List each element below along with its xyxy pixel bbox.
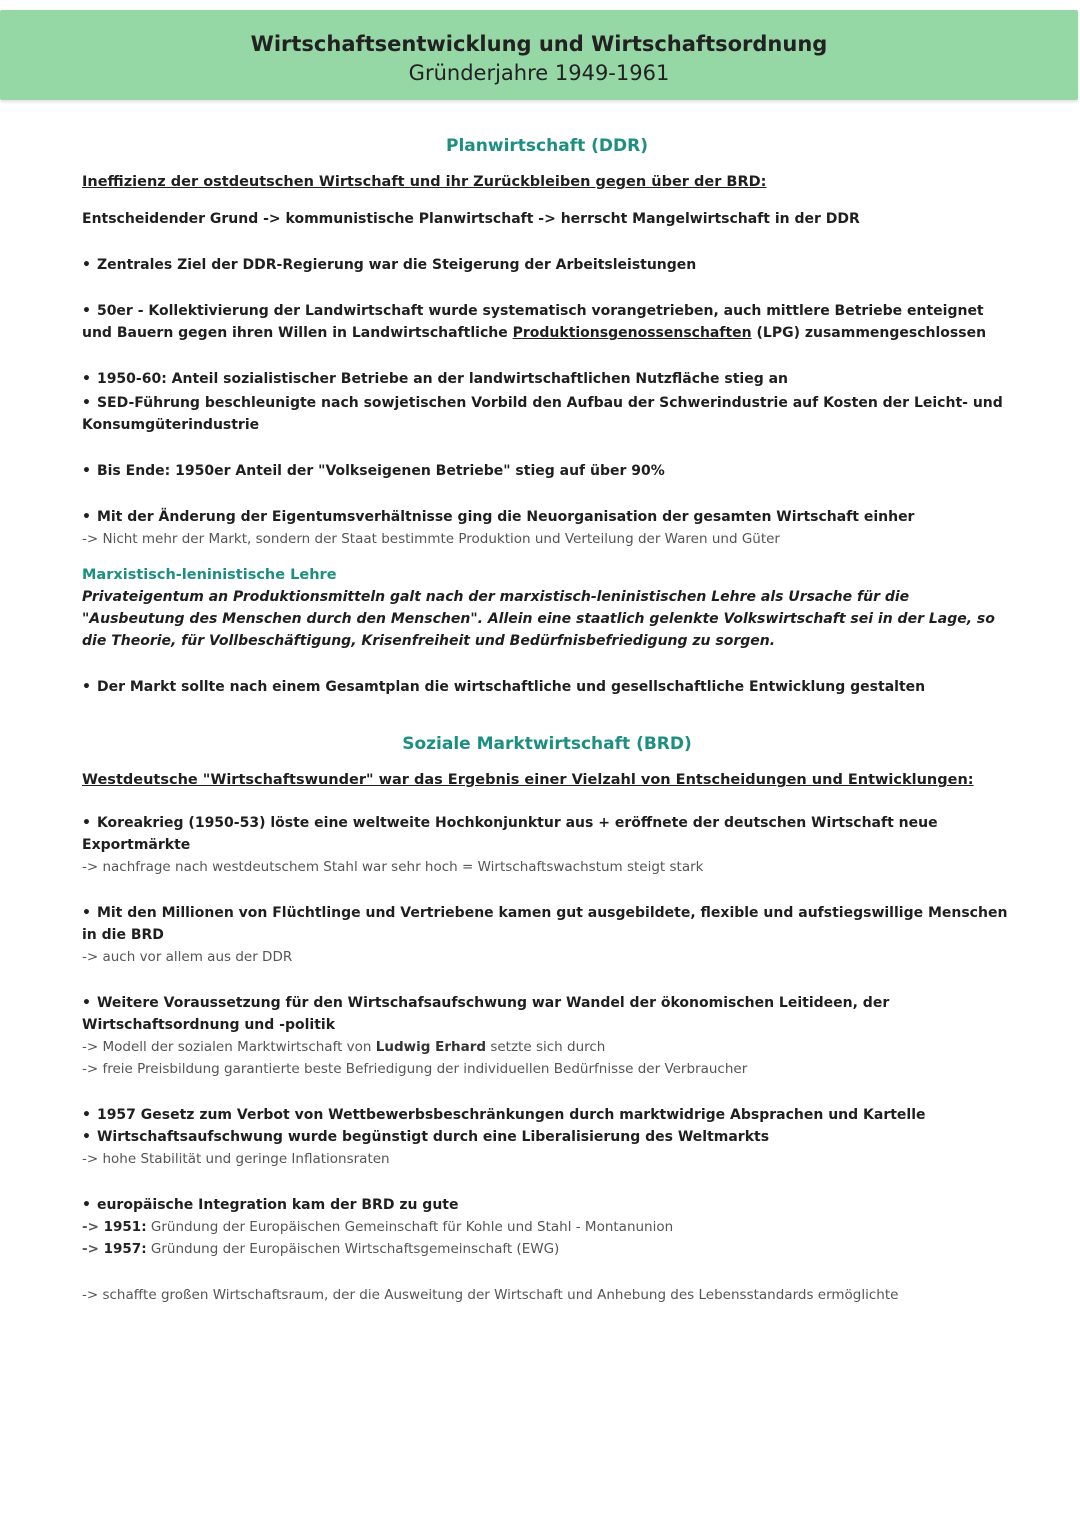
bullet-text: (LPG) zusammengeschlossen	[751, 325, 987, 341]
bullet-fluechtlinge	[82, 902, 1012, 946]
bullet-voraussetzung	[82, 992, 1012, 1036]
bullet-integration	[82, 1194, 1012, 1216]
bullet-kollektivierung	[82, 300, 1012, 344]
sub-preisbildung: -> freie Preisbildung garantierte beste Befriedigung der individuellen Bedürfnisse der Verbraucher	[82, 1061, 748, 1077]
sub-eigentum: -> Nicht mehr der Markt, sondern der Staat bestimmte Produktion und Verteilung der Waren und Güter	[82, 531, 780, 547]
arrow: ->	[82, 1241, 104, 1257]
sub-stabilitaet: -> hohe Stabilität und geringe Inflationsraten	[82, 1151, 390, 1167]
page-title: Wirtschaftsentwicklung und Wirtschaftsordnung	[250, 32, 828, 56]
bullet-text: europäische Integration kam der BRD zu gute	[96, 1197, 459, 1213]
bullet-sed	[82, 392, 1012, 436]
bullet-text: Zentrales Ziel der DDR-Regierung war die Steigerung der Arbeitsleistungen	[96, 257, 697, 273]
sub-text: Gründung der Europäischen Wirtschaftsgemeinschaft (EWG)	[146, 1241, 560, 1257]
arrow: ->	[82, 1219, 104, 1235]
bullet-koreakrieg	[82, 812, 1012, 856]
bullet-text: Mit der Änderung der Eigentumsverhältnisse ging die Neuorganisation der gesamten Wirtschaft einher	[96, 509, 915, 525]
grund-line: Entscheidender Grund -> kommunistische Planwirtschaft -> herrscht Mangelwirtschaft in der DDR	[82, 211, 860, 227]
sub-text: -> Modell der sozialen Marktwirtschaft von	[82, 1039, 376, 1055]
bullet-veb	[82, 460, 1012, 482]
document-body	[82, 132, 1012, 1306]
sub-montanunion	[82, 1216, 1012, 1238]
bullet-gesamtplan	[82, 676, 1012, 698]
lead-marktwirtschaft: Westdeutsche "Wirtschaftswunder" war das Ergebnis einer Vielzahl von Entscheidungen und Entwicklungen:	[82, 772, 974, 788]
section-title-planwirtschaft: Planwirtschaft (DDR)	[446, 136, 648, 156]
bullet-text: Bis Ende: 1950er Anteil der "Volkseigenen Betriebe" stieg auf über 90%	[96, 463, 665, 479]
year: 1951:	[103, 1219, 147, 1235]
section-title-marktwirtschaft: Soziale Marktwirtschaft (BRD)	[402, 734, 692, 754]
bullet-text: Weitere Voraussetzung für den Wirtschafsaufschwung war Wandel der ökonomischen Leitideen, der Wirtschaftsordnung und -politik	[82, 995, 890, 1033]
year: 1957:	[103, 1241, 147, 1257]
final-line: -> schaffte großen Wirtschaftsraum, der die Ausweitung der Wirtschaft und Anhebung des Lebensstandards ermöglichte	[82, 1287, 899, 1303]
bullet-text: Koreakrieg (1950-53) löste eine weltweite Hochkonjunktur aus + eröffnete der deutschen Wirtschaft neue Exportmärkte	[82, 815, 938, 853]
bullet-eigentum	[82, 506, 1012, 528]
underlined-term: Produktionsgenossenschaften	[512, 325, 752, 341]
bullet-text: 1957 Gesetz zum Verbot von Wettbewerbsbeschränkungen durch marktwidrige Absprachen und Kartelle	[96, 1107, 926, 1123]
bullet-text: Der Markt sollte nach einem Gesamtplan die wirtschaftliche und gesellschaftliche Entwicklung gestalten	[96, 679, 926, 695]
bullet-anteil	[82, 368, 1012, 390]
bullet-text: Mit den Millionen von Flüchtlinge und Vertriebene kamen gut ausgebildete, flexible und aufstiegswillige Menschen in die BRD	[82, 905, 1008, 943]
lehre-title: Marxistisch-leninistische Lehre	[82, 567, 337, 583]
sub-erhard	[82, 1036, 1012, 1058]
sub-text: setzte sich durch	[486, 1039, 606, 1055]
lehre-text: Privateigentum an Produktionsmitteln galt nach der marxistisch-leninistischen Lehre als Ursache für die "Ausbeutung des Menschen durch den Menschen". Allein eine staatlich gelenkte Volkswirtschaft sei in der Lage, so die Theorie, für Vollbeschäftigung, Krisenfreiheit und Bedürfnisbefriedigung zu sorgen.	[82, 589, 995, 649]
bullet-text: 1950-60: Anteil sozialistischer Betriebe an der landwirtschaftlichen Nutzfläche stieg an	[96, 371, 789, 387]
lead-planwirtschaft: Ineffizienz der ostdeutschen Wirtschaft und ihr Zurückbleiben gegen über der BRD:	[82, 174, 767, 190]
sub-text: Gründung der Europäischen Gemeinschaft für Kohle und Stahl - Montanunion	[146, 1219, 674, 1235]
sub-ewg	[82, 1238, 1012, 1260]
page-header	[0, 10, 1078, 100]
bullet-liberalisierung	[82, 1126, 1012, 1148]
bullet-text: Wirtschaftsaufschwung wurde begünstigt durch eine Liberalisierung des Weltmarkts	[96, 1129, 770, 1145]
sub-fluechtlinge: -> auch vor allem aus der DDR	[82, 949, 293, 965]
bullet-gesetz-1957	[82, 1104, 1012, 1126]
bullet-text: 50er - Kollektivierung der Landwirtschaft wurde systematisch vorangetrieben, auch mittlere Betriebe enteignet und Bauern gegen ihren Willen in Landwirtschaftliche	[82, 303, 984, 341]
bullet-ziel	[82, 254, 1012, 276]
person-name: Ludwig Erhard	[375, 1039, 487, 1055]
page-subtitle: Gründerjahre 1949-1961	[408, 61, 670, 85]
bullet-text: SED-Führung beschleunigte nach sowjetischen Vorbild den Aufbau der Schwerindustrie auf Kosten der Leicht- und Konsumgüterindustrie	[82, 395, 1003, 433]
sub-koreakrieg: -> nachfrage nach westdeutschem Stahl war sehr hoch = Wirtschaftswachstum steigt stark	[82, 859, 704, 875]
